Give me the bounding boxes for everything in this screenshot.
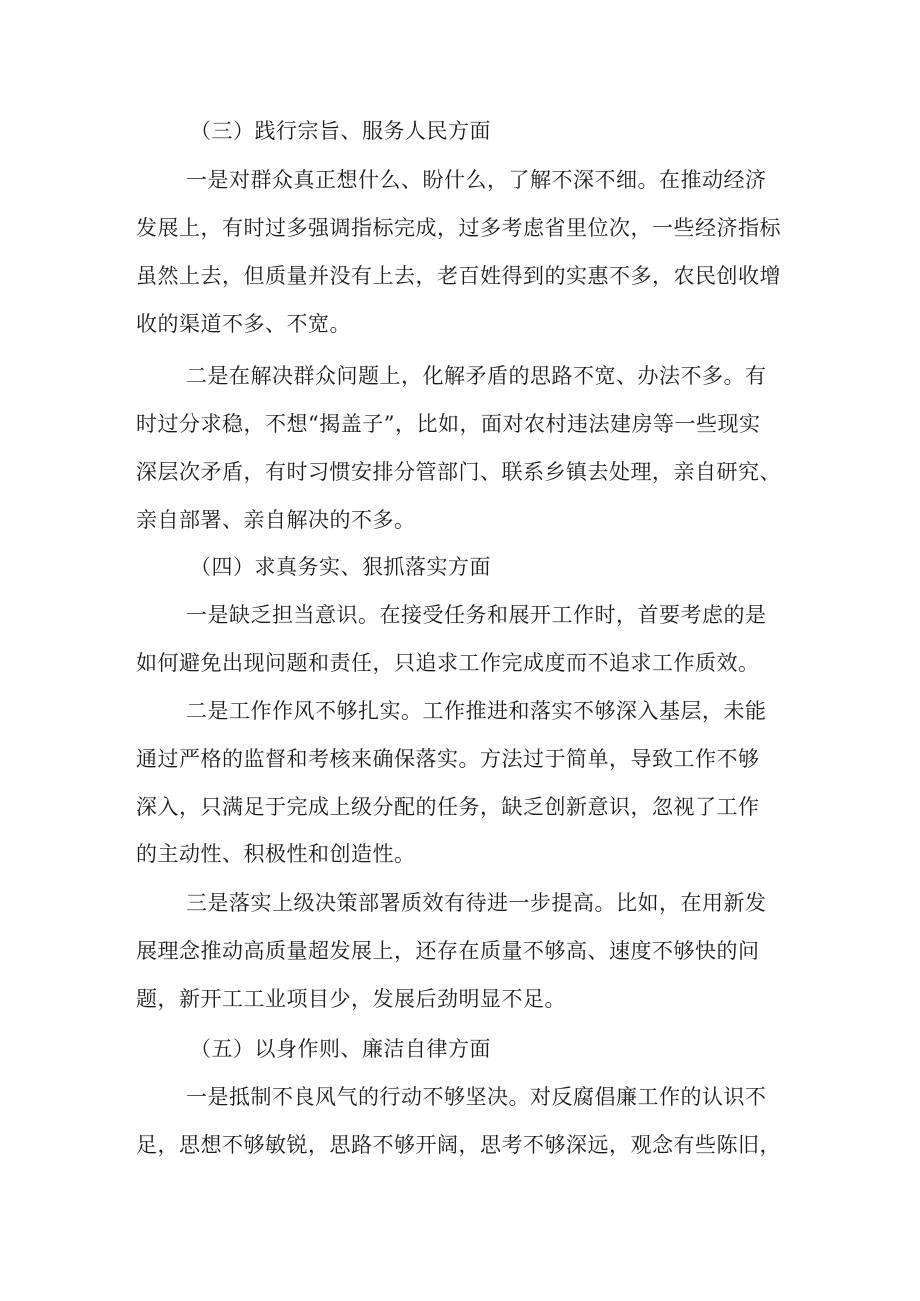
section-heading-3: （三）践行宗旨、服务人民方面 (190, 119, 491, 143)
paragraph-line: 展理念推动高质量超发展上，还存在质量不够高、速度不够快的问 (136, 939, 760, 963)
paragraph-line: 一是缺乏担当意识。在接受任务和展开工作时，首要考虑的是 (186, 603, 767, 627)
paragraph-line: 题，新开工工业项目少，发展后劲明显不足。 (136, 987, 566, 1011)
paragraph-line: 一是对群众真正想什么、盼什么，了解不深不细。在推动经济 (186, 168, 767, 192)
paragraph-line: 亲自部署、亲自解决的不多。 (136, 508, 416, 532)
paragraph-line: 虽然上去，但质量并没有上去，老百姓得到的实惠不多，农民创收增 (136, 264, 781, 288)
paragraph-line: 三是落实上级决策部署质效有待进一步提高。比如，在用新发 (186, 891, 767, 915)
paragraph-line: 深层次矛盾，有时习惯安排分管部门、联系乡镇去处理，亲自研究、 (136, 460, 781, 484)
paragraph-line: 收的渠道不多、不宽。 (136, 312, 351, 336)
paragraph-line: 的主动性、积极性和创造性。 (136, 842, 416, 866)
section-heading-4: （四）求真务实、狠抓落实方面 (190, 555, 491, 579)
paragraph-line: 深入，只满足于完成上级分配的任务，缺乏创新意识，忽视了工作 (136, 795, 760, 819)
paragraph-line: 如何避免出现问题和责任，只追求工作完成度而不追求工作质效。 (136, 651, 760, 675)
paragraph-line: 发展上，有时过多强调指标完成，过多考虑省里位次，一些经济指标 (136, 216, 781, 240)
paragraph-line: 通过严格的监督和考核来确保落实。方法过于简单，导致工作不够 (136, 747, 760, 771)
paragraph-line: 二是在解决群众问题上，化解矛盾的思路不宽、办法不多。有 (186, 364, 767, 388)
paragraph-line: 时过分求稳，不想“揭盖子”，比如，面对农村违法建房等一些现实 (136, 412, 761, 436)
section-heading-5: （五）以身作则、廉洁自律方面 (190, 1037, 491, 1061)
paragraph-line: 一是抵制不良风气的行动不够坚决。对反腐倡廉工作的认识不 (186, 1085, 767, 1109)
paragraph-line: 足，思想不够敏锐，思路不够开阔，思考不够深远，观念有些陈旧， (136, 1133, 781, 1157)
paragraph-line: 二是工作作风不够扎实。工作推进和落实不够深入基层，未能 (186, 699, 767, 723)
